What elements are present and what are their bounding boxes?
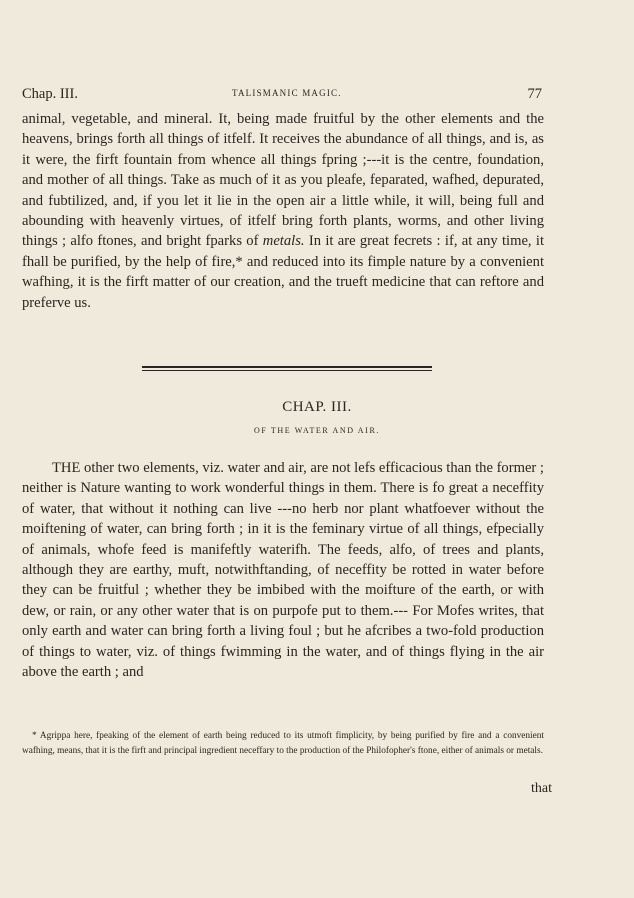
divider-thin-rule <box>142 370 432 371</box>
footnote-text: * Agrippa here, fpeaking of the element of earth being reduced to its utmoft fimplicity, by being purified by fire and a convenient wafhing, means, that it is the firft and principal ingredient neceffary to the production of the Philofopher's ftone, either of animals or metals. <box>22 731 544 756</box>
divider-thick-rule <box>142 366 432 368</box>
header-running-title: TALISMANIC MAGIC. <box>232 88 342 98</box>
running-header <box>22 86 542 106</box>
chapter-body <box>22 458 544 682</box>
section-divider <box>142 366 432 371</box>
page-number: 77 <box>527 86 542 102</box>
chapter-subtitle: OF THE WATER AND AIR. <box>254 426 380 435</box>
continuation-text-end: In it are great fecrets : if, at any time, it fhall be purified, by the help of fire,* and reduced into its fimple nature by a convenient wafhing, it is the firft matter of our creation, and the trueft medicine that can reftore and preferve us. <box>22 233 545 311</box>
chapter-paragraph: THE other two elements, viz. water and air, are not lefs efficacious than the former ; neither is Nature wanting to work wonderful things in them. There is fo great a neceffity of water, that without it nothing can live ---no herb nor plant whatfoever without the moiftening of water, can bring forth ; in it is the feminary virtue of all things, efpecially of animals, whofe feed is manifeftly waterifh. The feeds, alfo, of trees and plants, although they are earthy, muft, notwithftanding, of neceffity be rotted in water before they can be fruitful ; whether they be imbibed with the moifture of the earth, or with dew, or rain, or any other water that is on purpofe put to them.--- For Mofes writes, that only earth and water can bring forth a living foul ; but he afcribes a two-fold production of things to water, viz. of things fwimming in the water, and of things flying in the air above the earth ; and <box>22 460 544 681</box>
catchword: that <box>531 781 552 796</box>
footnote <box>22 729 544 758</box>
header-chapter: Chap. III. <box>22 86 78 102</box>
continuation-text: animal, vegetable, and mineral. It, being made fruitful by the other elements and the heavens, brings forth all things of itfelf. It receives the abundance of all things, and is, as it were, the firft fountain from whence all things fpring ;---it is the centre, foundation, and mother of all things. Take as much of it as you pleafe, feparated, wafhed, depurated, and fubtilized, and, if you let it lie in the open air a little while, it will, being full and abounding with heavenly virtues, of itfelf bring forth plants, worms, and other living things ; alfo ftones, and bright fparks of <box>22 111 544 250</box>
continuation-paragraph <box>22 109 544 313</box>
continuation-italic-word: metals. <box>262 233 305 250</box>
chapter-title: CHAP. III. <box>282 399 352 415</box>
